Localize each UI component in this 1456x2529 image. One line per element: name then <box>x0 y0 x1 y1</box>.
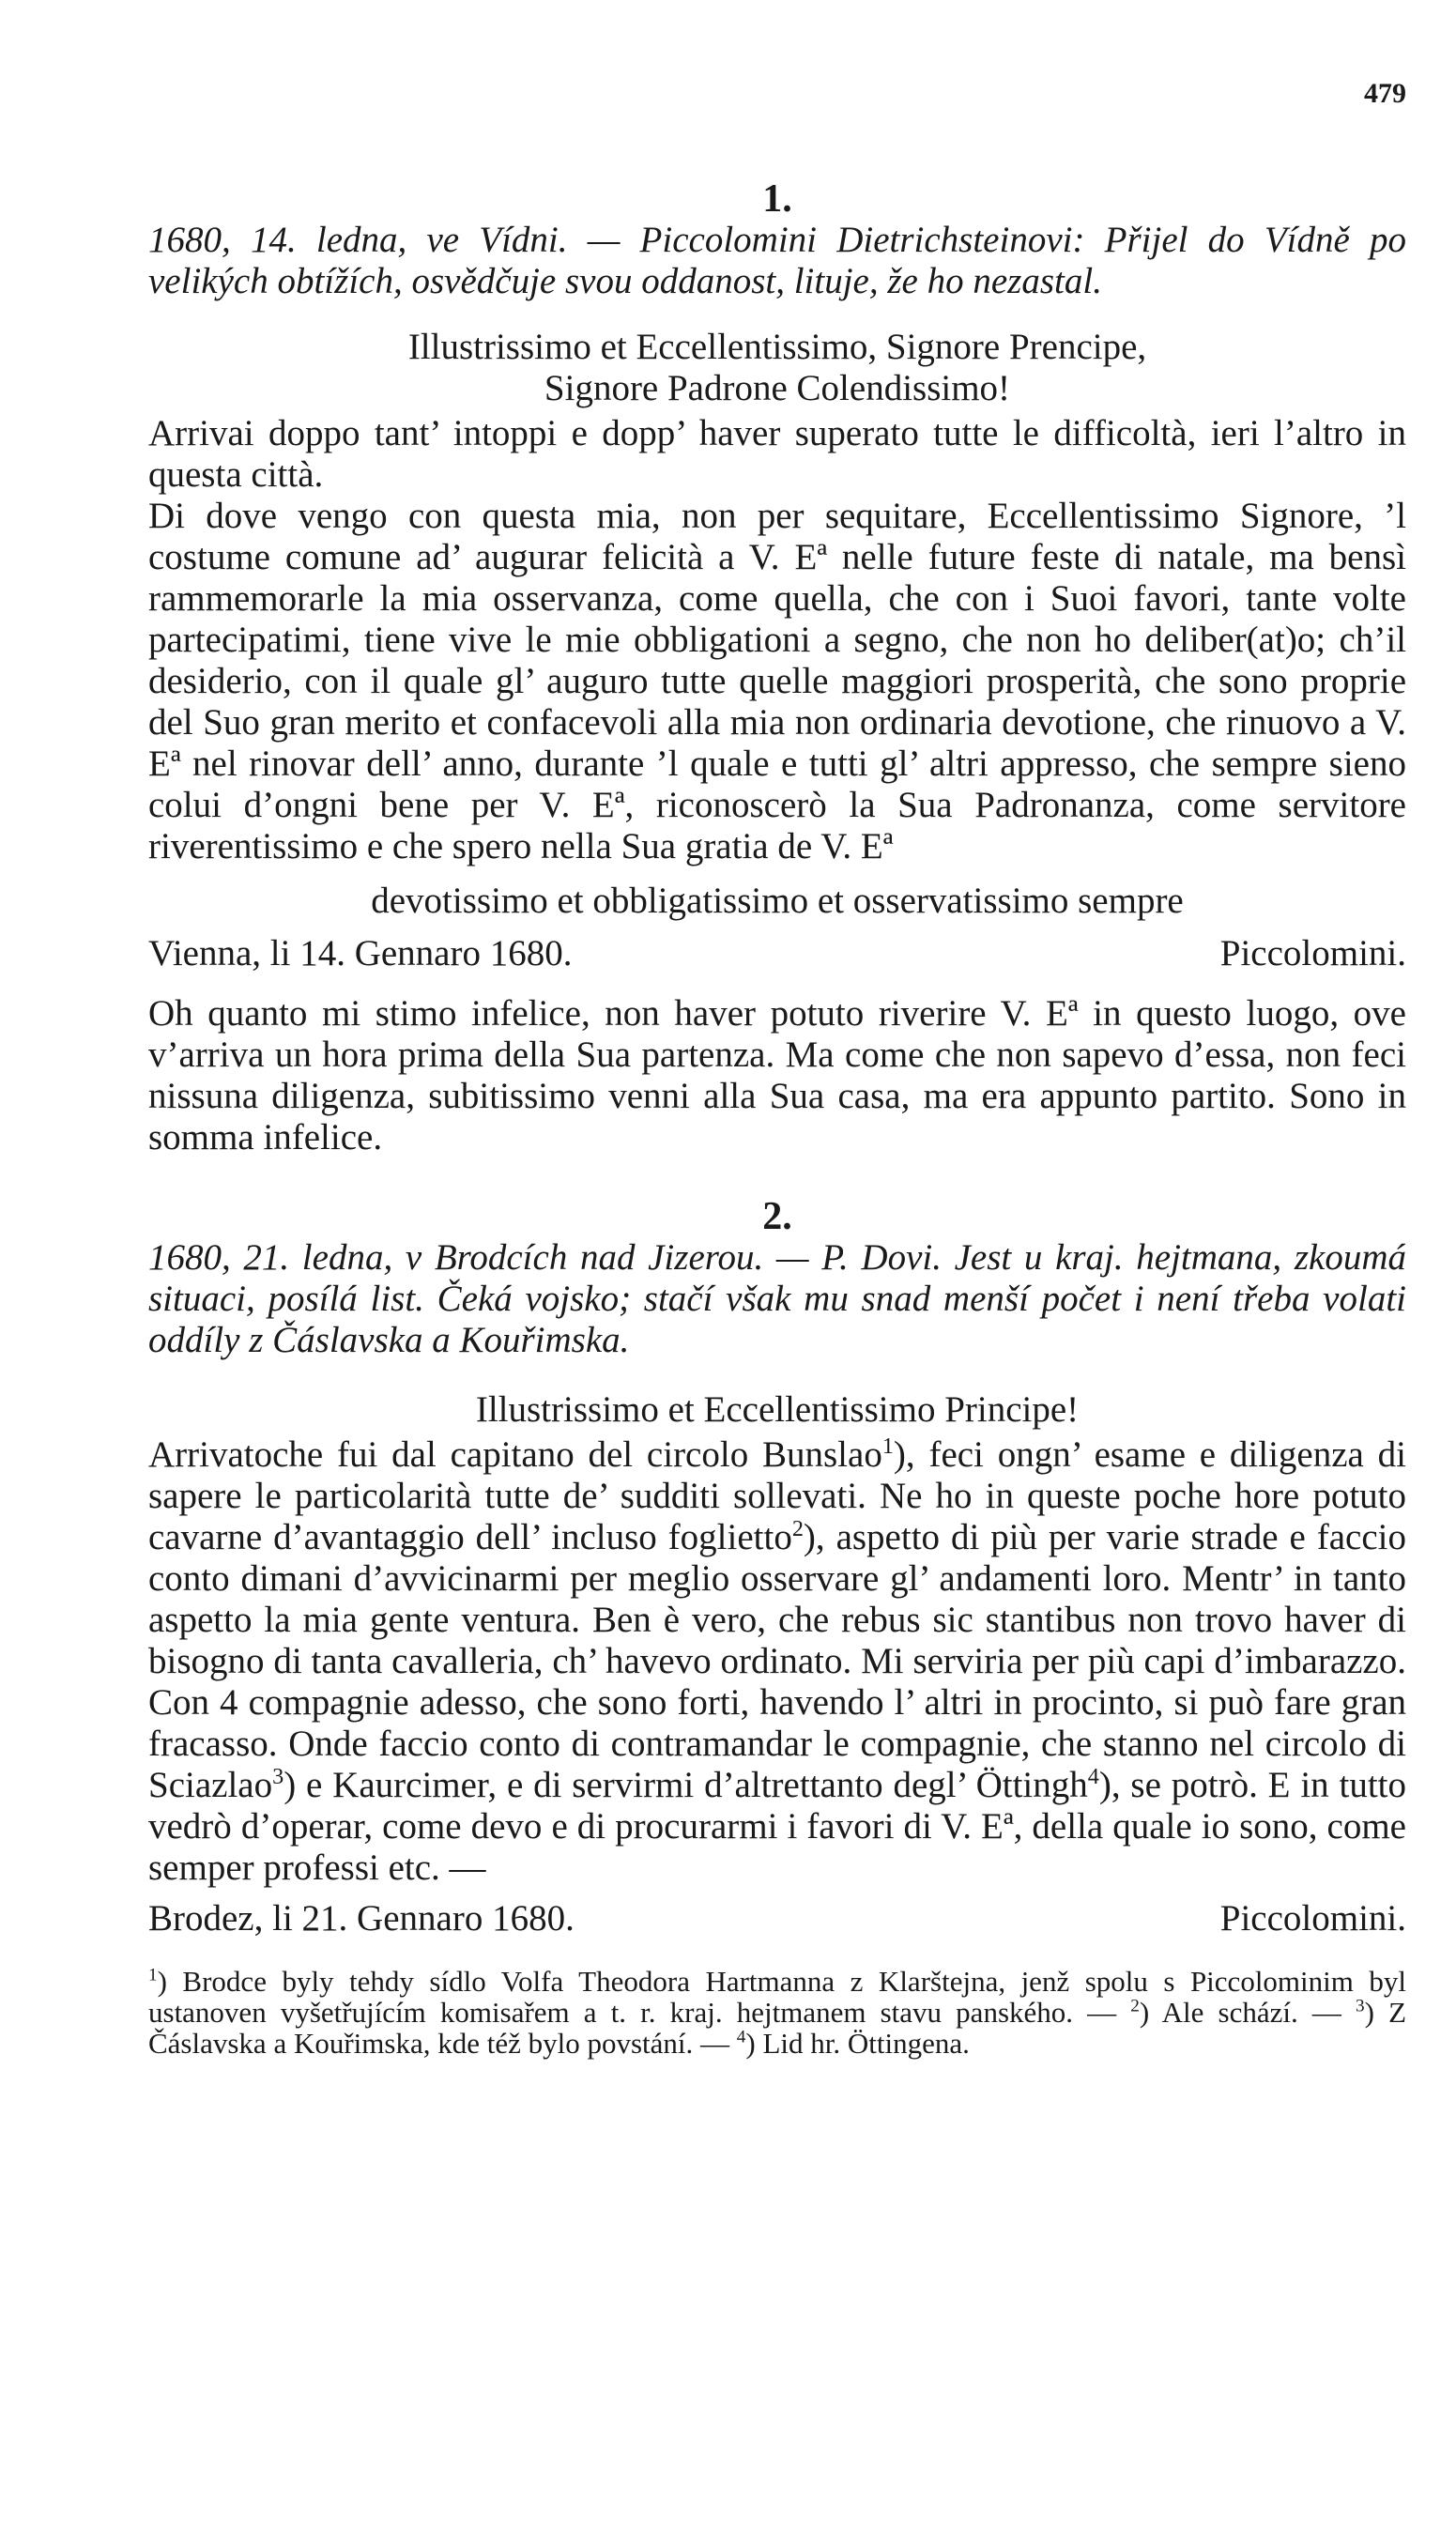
letter-1-salutation-line1: Illustrissimo et Eccellentissimo, Signore Prencipe, <box>407 327 1147 367</box>
footnote-text-4: ) Lid hr. Öttingena. <box>745 2027 970 2060</box>
letter-1-number: 1. <box>762 177 792 221</box>
letter-2-number: 2. <box>762 1195 792 1238</box>
letter-2-body <box>148 1434 1406 1889</box>
letter-2-body-part-d: ) e Kaurcimer, e di servirmi d’altrettanto degl’ Öttingh <box>284 1765 1088 1805</box>
footnote-ref-1: 1 <box>881 1433 894 1459</box>
letter-2-body-part-a: Arrivatoche fui dal capitano del circolo Bunslao <box>148 1434 882 1475</box>
footnote-text-1: ) Brodce byly tehdy sídlo Volfa Theodora Hartmanna z Klarštejna, jenž spolu s Piccolominim byl ustanoven vyšetřujícím komisařem a t. r. kraj. hejtmanem stavu panského. — <box>148 1965 1406 2029</box>
letter-2-place-date: Brodez, li 21. Gennaro 1680. <box>148 1898 575 1939</box>
letter-2-signature: Piccolomini. <box>1219 1898 1406 1939</box>
footnote-ref-4: 4 <box>1087 1764 1099 1789</box>
letter-2-body-part-e: ), se potrò. E in tutto vedrò d’operar, come devo e di procurarmi i favori di V. Eª, della quale io sono, come semper professi etc. — <box>148 1765 1406 1888</box>
letter-1-heading: 1680, 14. ledna, ve Vídni. — Piccolomini Dietrichsteinovi: Přijel do Vídně po velikých obtížích, osvědčuje svou oddanost, lituje, že ho nezastal. <box>148 220 1406 301</box>
letter-1-place-date: Vienna, li 14. Gennaro 1680. <box>148 933 573 973</box>
letter-1-paragraph-2: Di dove vengo con questa mia, non per sequitare, Eccellentissimo Signore, ’l costume comune ad’ augurar felicità a V. Eª nelle future feste di natale, ma bensì rammemorarle la mia osservanza, come quella, che con i Suoi favori, tante volte partecipatimi, tiene vive le mie obbligationi a segno, che non ho deliber(at)o; ch’il desiderio, con il quale gl’ auguro tutte quelle maggiori prosperità, che sono proprie del Suo gran merito et confacevoli alla mia non ordinaria devotione, che rinuovo a V. Eª nel rinovar dell’ anno, durante ’l quale e tutti gl’ altri appresso, che sempre sieno colui d’ongni bene per V. Eª, riconoscerò la Sua Padronanza, come servitore riverentissimo e che spero nella Sua gratia de V. Eª <box>148 496 1406 866</box>
footnote-number-1: 1 <box>148 1965 158 1985</box>
footnote-number-4: 4 <box>736 2027 746 2047</box>
letter-1-postscript: Oh quanto mi stimo infelice, non haver potuto riverire V. Eª in questo luogo, ove v’arriva un hora prima della Sua partenza. Ma come che non sapevo d’essa, non feci nissuna diligenza, subitissimo venni alla Sua casa, ma era appunto partito. Sono in somma infelice. <box>148 993 1406 1157</box>
footnote-text-3: ) Z Čáslavska a Kouřimska, kde též bylo povstání. — <box>148 1996 1406 2060</box>
footnote-ref-2: 2 <box>791 1516 804 1541</box>
letter-1-signature: Piccolomini. <box>1219 933 1406 973</box>
letter-2-signature-line <box>148 1898 1406 1939</box>
letter-2-salutation: Illustrissimo et Eccellentissimo Principe! <box>475 1389 1080 1430</box>
letter-2-body-part-c: ), aspetto di più per varie strade e faccio conto dimani d’avvicinarmi per meglio osservare gl’ andamenti loro. Mentr’ in tanto aspetto la mia gente ventura. Ben è vero, che rebus sic stantibus non trovo haver di bisogno di tanta cavalleria, ch’ havevo ordinato. Mi serviria per più capi d’imbarazzo. Con 4 compagnie adesso, che sono forti, havendo l’ altri in procinto, si può fare gran fracasso. Onde faccio conto di contramandar le compagnie, che stanno nel circolo di Sciazlao <box>148 1517 1406 1805</box>
footnote-text-2: ) Ale schází. — <box>1139 1996 1356 2029</box>
letter-1 <box>148 178 1406 1158</box>
letter-2 <box>148 1196 1406 1939</box>
footnote-number-2: 2 <box>1130 1996 1140 2016</box>
footnotes <box>148 1966 1406 2059</box>
letter-2-body-part-b: ), feci ongn’ esame e diligenza di sapere le particolarità tutte de’ sudditi sollevati. Ne ho in queste poche hore potuto cavarne d’avantaggio dell’ incluso foglietto <box>148 1434 1406 1557</box>
letter-1-salutation-line2: Signore Padrone Colendissimo! <box>544 368 1011 408</box>
letter-2-heading: 1680, 21. ledna, v Brodcích nad Jizerou. — P. Dovi. Jest u kraj. hejtmana, zkoumá situaci, posílá list. Čeká vojsko; stačí však mu snad menší počet i není třeba volati oddíly z Čáslavska a Kouřimska. <box>148 1237 1406 1360</box>
document-page <box>148 56 1406 2059</box>
letter-1-paragraph-1: Arrivai doppo tant’ intoppi e dopp’ haver superato tutte le difficoltà, ieri l’altro in questa città. <box>148 413 1406 495</box>
footnote-number-3: 3 <box>1356 1996 1365 2016</box>
letter-1-closing: devotissimo et obbligatissimo et osservatissimo sempre <box>371 881 1184 921</box>
page-number: 479 <box>1364 78 1406 109</box>
letter-1-signature-line <box>148 933 1406 974</box>
footnote-ref-3: 3 <box>272 1764 284 1789</box>
